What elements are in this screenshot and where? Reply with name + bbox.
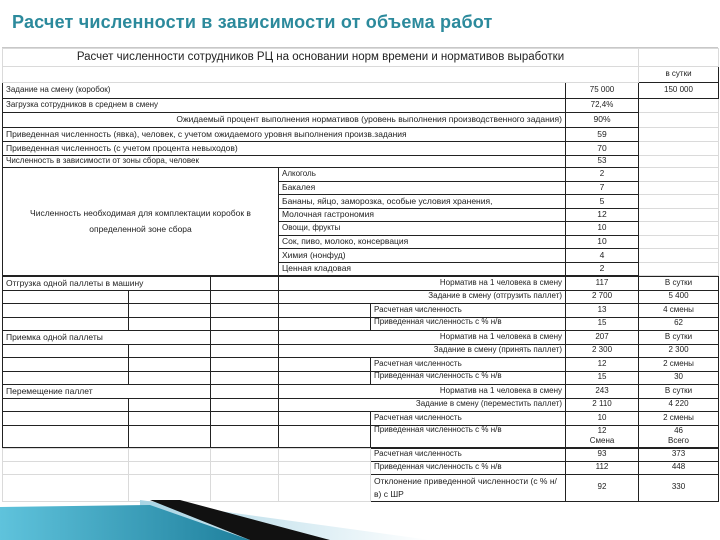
cell <box>279 371 371 385</box>
task-value: 2 300 <box>566 344 639 358</box>
cell <box>3 304 129 318</box>
shift-value: 93 <box>566 448 639 461</box>
adjusted-cell <box>566 425 639 447</box>
calc-day-value: 2 смены <box>639 412 719 426</box>
cell <box>3 290 129 304</box>
calc-value: 10 <box>566 412 639 426</box>
cell <box>639 195 719 209</box>
zone-value: 5 <box>566 195 639 209</box>
task-value: 2 110 <box>566 398 639 412</box>
cell <box>211 448 279 461</box>
cell <box>211 371 279 385</box>
zone-value: 2 <box>566 262 639 276</box>
norm-value: 207 <box>566 331 639 345</box>
operation-calc-row <box>3 358 719 372</box>
cell <box>639 222 719 236</box>
zone-value: 7 <box>566 181 639 195</box>
row-label: Приведенная численность (явка), человек, с учетом ожидаемого уровня выполнения произв.задания <box>3 128 566 142</box>
calc-label: Расчетная численность <box>371 412 566 426</box>
zone-name: Овощи, фрукты <box>279 222 566 236</box>
adjusted-day-value: 30 <box>674 372 683 382</box>
cell <box>639 142 719 156</box>
cell <box>211 412 279 426</box>
calc-day-value: 4 смены <box>639 304 719 318</box>
cell <box>211 425 279 447</box>
cell <box>3 371 129 385</box>
row-label: Приведенная численность с % н/в <box>371 461 566 474</box>
cell <box>129 371 211 385</box>
task-day-value: 5 400 <box>639 290 719 304</box>
totals-table <box>2 448 719 502</box>
adjusted-day-cell <box>639 317 719 331</box>
zone-name: Сок, пиво, молоко, консервация <box>279 235 566 249</box>
shift-value: 90% <box>566 113 639 128</box>
row-label: Расчетная численность <box>371 448 566 461</box>
cell <box>639 208 719 222</box>
calc-label: Расчетная численность <box>371 358 566 372</box>
totals-shift-header: Смена <box>589 436 615 445</box>
cell <box>129 425 211 447</box>
table-row <box>3 142 719 156</box>
cell <box>129 461 211 474</box>
zone-group-label: Численность необходимая для комплектации коробок в определенной зоне сбора <box>3 168 279 276</box>
cell <box>129 398 211 412</box>
column-header-strip <box>2 40 718 48</box>
total-value: 448 <box>639 461 719 474</box>
cell <box>211 358 279 372</box>
operation-norm-row <box>3 331 719 345</box>
decorative-footer-shape <box>0 495 720 540</box>
day-value: 150 000 <box>639 83 719 99</box>
totals-row <box>3 448 719 461</box>
adjusted-day-cell <box>639 425 719 447</box>
adjusted-label: Приведенная численность с % н/в <box>371 317 566 331</box>
table-row <box>3 99 719 113</box>
totals-total-header: Всего <box>668 436 689 445</box>
operation-calc-row <box>3 304 719 318</box>
totals-row <box>3 461 719 474</box>
operation-name: Перемещение паллет <box>3 385 211 399</box>
task-label: Задание в смену (переместить паллет) <box>279 398 566 412</box>
cell <box>639 181 719 195</box>
operation-norm-row <box>3 277 719 291</box>
cell <box>639 235 719 249</box>
cell <box>639 113 719 128</box>
norm-day-value: В сутки <box>639 277 719 291</box>
cell <box>3 425 129 447</box>
shift-value: 53 <box>566 156 639 168</box>
cell <box>211 290 279 304</box>
shift-value: 112 <box>566 461 639 474</box>
cell <box>279 317 371 331</box>
zone-name: Бананы, яйцо, заморозка, особые условия хранения, <box>279 195 566 209</box>
table-row <box>3 83 719 99</box>
cell <box>279 425 371 447</box>
norm-day-value: В сутки <box>639 385 719 399</box>
adjusted-cell <box>566 317 639 331</box>
operation-norm-row <box>3 385 719 399</box>
cell <box>211 461 279 474</box>
row-label: Задание на смену (коробок) <box>3 83 566 99</box>
shift-value: 75 000 <box>566 83 639 99</box>
shift-value: 70 <box>566 142 639 156</box>
cell <box>211 317 279 331</box>
cell <box>3 317 129 331</box>
shift-value: 59 <box>566 128 639 142</box>
norm-value: 243 <box>566 385 639 399</box>
task-label: Задание в смену (принять паллет) <box>279 344 566 358</box>
cell <box>639 128 719 142</box>
zone-value: 10 <box>566 235 639 249</box>
cell <box>279 448 371 461</box>
table-row <box>3 113 719 128</box>
calc-value: 13 <box>566 304 639 318</box>
slide-title: Расчет численности в зависимости от объема работ <box>12 12 493 32</box>
spreadsheet <box>2 40 718 502</box>
cell <box>129 290 211 304</box>
adjusted-value: 15 <box>597 318 607 328</box>
operation-task-row <box>3 290 719 304</box>
operation-adjusted-row <box>3 425 719 447</box>
sheet-title: Расчет численности сотрудников РЦ на основании норм времени и нормативов выработки <box>3 49 639 67</box>
cell <box>639 156 719 168</box>
cell <box>279 461 371 474</box>
shift-value: 92 <box>566 474 639 501</box>
shift-value: 72,4% <box>566 99 639 113</box>
table-row <box>3 156 719 168</box>
row-label: Приведенная численность (с учетом процента невыходов) <box>3 142 566 156</box>
adjusted-label: Приведенная численность с % н/в <box>371 371 566 385</box>
cell <box>3 398 129 412</box>
norm-day-value: В сутки <box>639 331 719 345</box>
cell <box>211 398 279 412</box>
task-day-value: 2 300 <box>639 344 719 358</box>
cell <box>3 67 639 83</box>
cell <box>279 358 371 372</box>
norm-label: Норматив на 1 человека в смену <box>279 277 566 291</box>
adjusted-day-value: 62 <box>674 318 683 328</box>
row-label: Ожидаемый процент выполнения нормативов (уровень выполнения производственного задания) <box>3 113 566 128</box>
cell <box>129 448 211 461</box>
row-label: Численность в зависимости от зоны сбора, человек <box>3 156 566 168</box>
cell <box>639 249 719 263</box>
calc-value: 12 <box>566 358 639 372</box>
norm-label: Норматив на 1 человека в смену <box>279 385 566 399</box>
cell <box>129 412 211 426</box>
cell <box>129 317 211 331</box>
norm-value: 117 <box>566 277 639 291</box>
adjusted-day-cell <box>639 371 719 385</box>
zone-value: 4 <box>566 249 639 263</box>
zone-name: Молочная гастрономия <box>279 208 566 222</box>
operation-name: Отгрузка одной паллеты в машину <box>3 277 211 291</box>
cell <box>3 461 129 474</box>
adjusted-cell <box>566 371 639 385</box>
cell <box>129 304 211 318</box>
zone-name: Химия (нонфуд) <box>279 249 566 263</box>
cell <box>639 262 719 276</box>
norm-label: Норматив на 1 человека в смену <box>279 331 566 345</box>
task-value: 2 700 <box>566 290 639 304</box>
table-row <box>3 128 719 142</box>
calc-label: Расчетная численность <box>371 304 566 318</box>
cell <box>279 412 371 426</box>
zone-name: Бакалея <box>279 181 566 195</box>
zone-value: 12 <box>566 208 639 222</box>
operation-task-row <box>3 398 719 412</box>
cell <box>3 448 129 461</box>
operation-adjusted-row <box>3 317 719 331</box>
adjusted-value: 15 <box>597 372 607 382</box>
per-day-header: в сутки <box>639 67 719 83</box>
calc-day-value: 2 смены <box>639 358 719 372</box>
cell <box>211 277 279 291</box>
cell <box>3 344 129 358</box>
zone-name: Ценная кладовая <box>279 262 566 276</box>
headcount-table <box>2 48 719 276</box>
adjusted-label: Приведенная численность с % н/в <box>371 425 566 447</box>
cell <box>3 412 129 426</box>
row-label: Загрузка сотрудников в среднем в смену <box>3 99 566 113</box>
cell <box>129 358 211 372</box>
operation-adjusted-row <box>3 371 719 385</box>
cell <box>211 385 279 399</box>
total-value: 330 <box>639 474 719 501</box>
cell <box>211 344 279 358</box>
cell <box>211 304 279 318</box>
cell <box>211 331 279 345</box>
cell <box>639 99 719 113</box>
zone-value: 2 <box>566 168 639 182</box>
cell <box>129 344 211 358</box>
operation-task-row <box>3 344 719 358</box>
zone-row <box>3 168 719 182</box>
cell <box>639 168 719 182</box>
cell <box>3 358 129 372</box>
operation-calc-row <box>3 412 719 426</box>
zone-name: Алкоголь <box>279 168 566 182</box>
operation-name: Приемка одной паллеты <box>3 331 211 345</box>
operations-table <box>2 276 719 448</box>
task-day-value: 4 220 <box>639 398 719 412</box>
row-label: Отклонение приведенной численности (с % н/в) с ШР <box>371 474 566 501</box>
adjusted-value: 12 <box>597 425 607 435</box>
total-value: 373 <box>639 448 719 461</box>
adjusted-day-value: 46 <box>674 425 683 435</box>
task-label: Задание в смену (отгрузить паллет) <box>279 290 566 304</box>
cell <box>639 49 719 67</box>
cell <box>279 304 371 318</box>
zone-value: 10 <box>566 222 639 236</box>
